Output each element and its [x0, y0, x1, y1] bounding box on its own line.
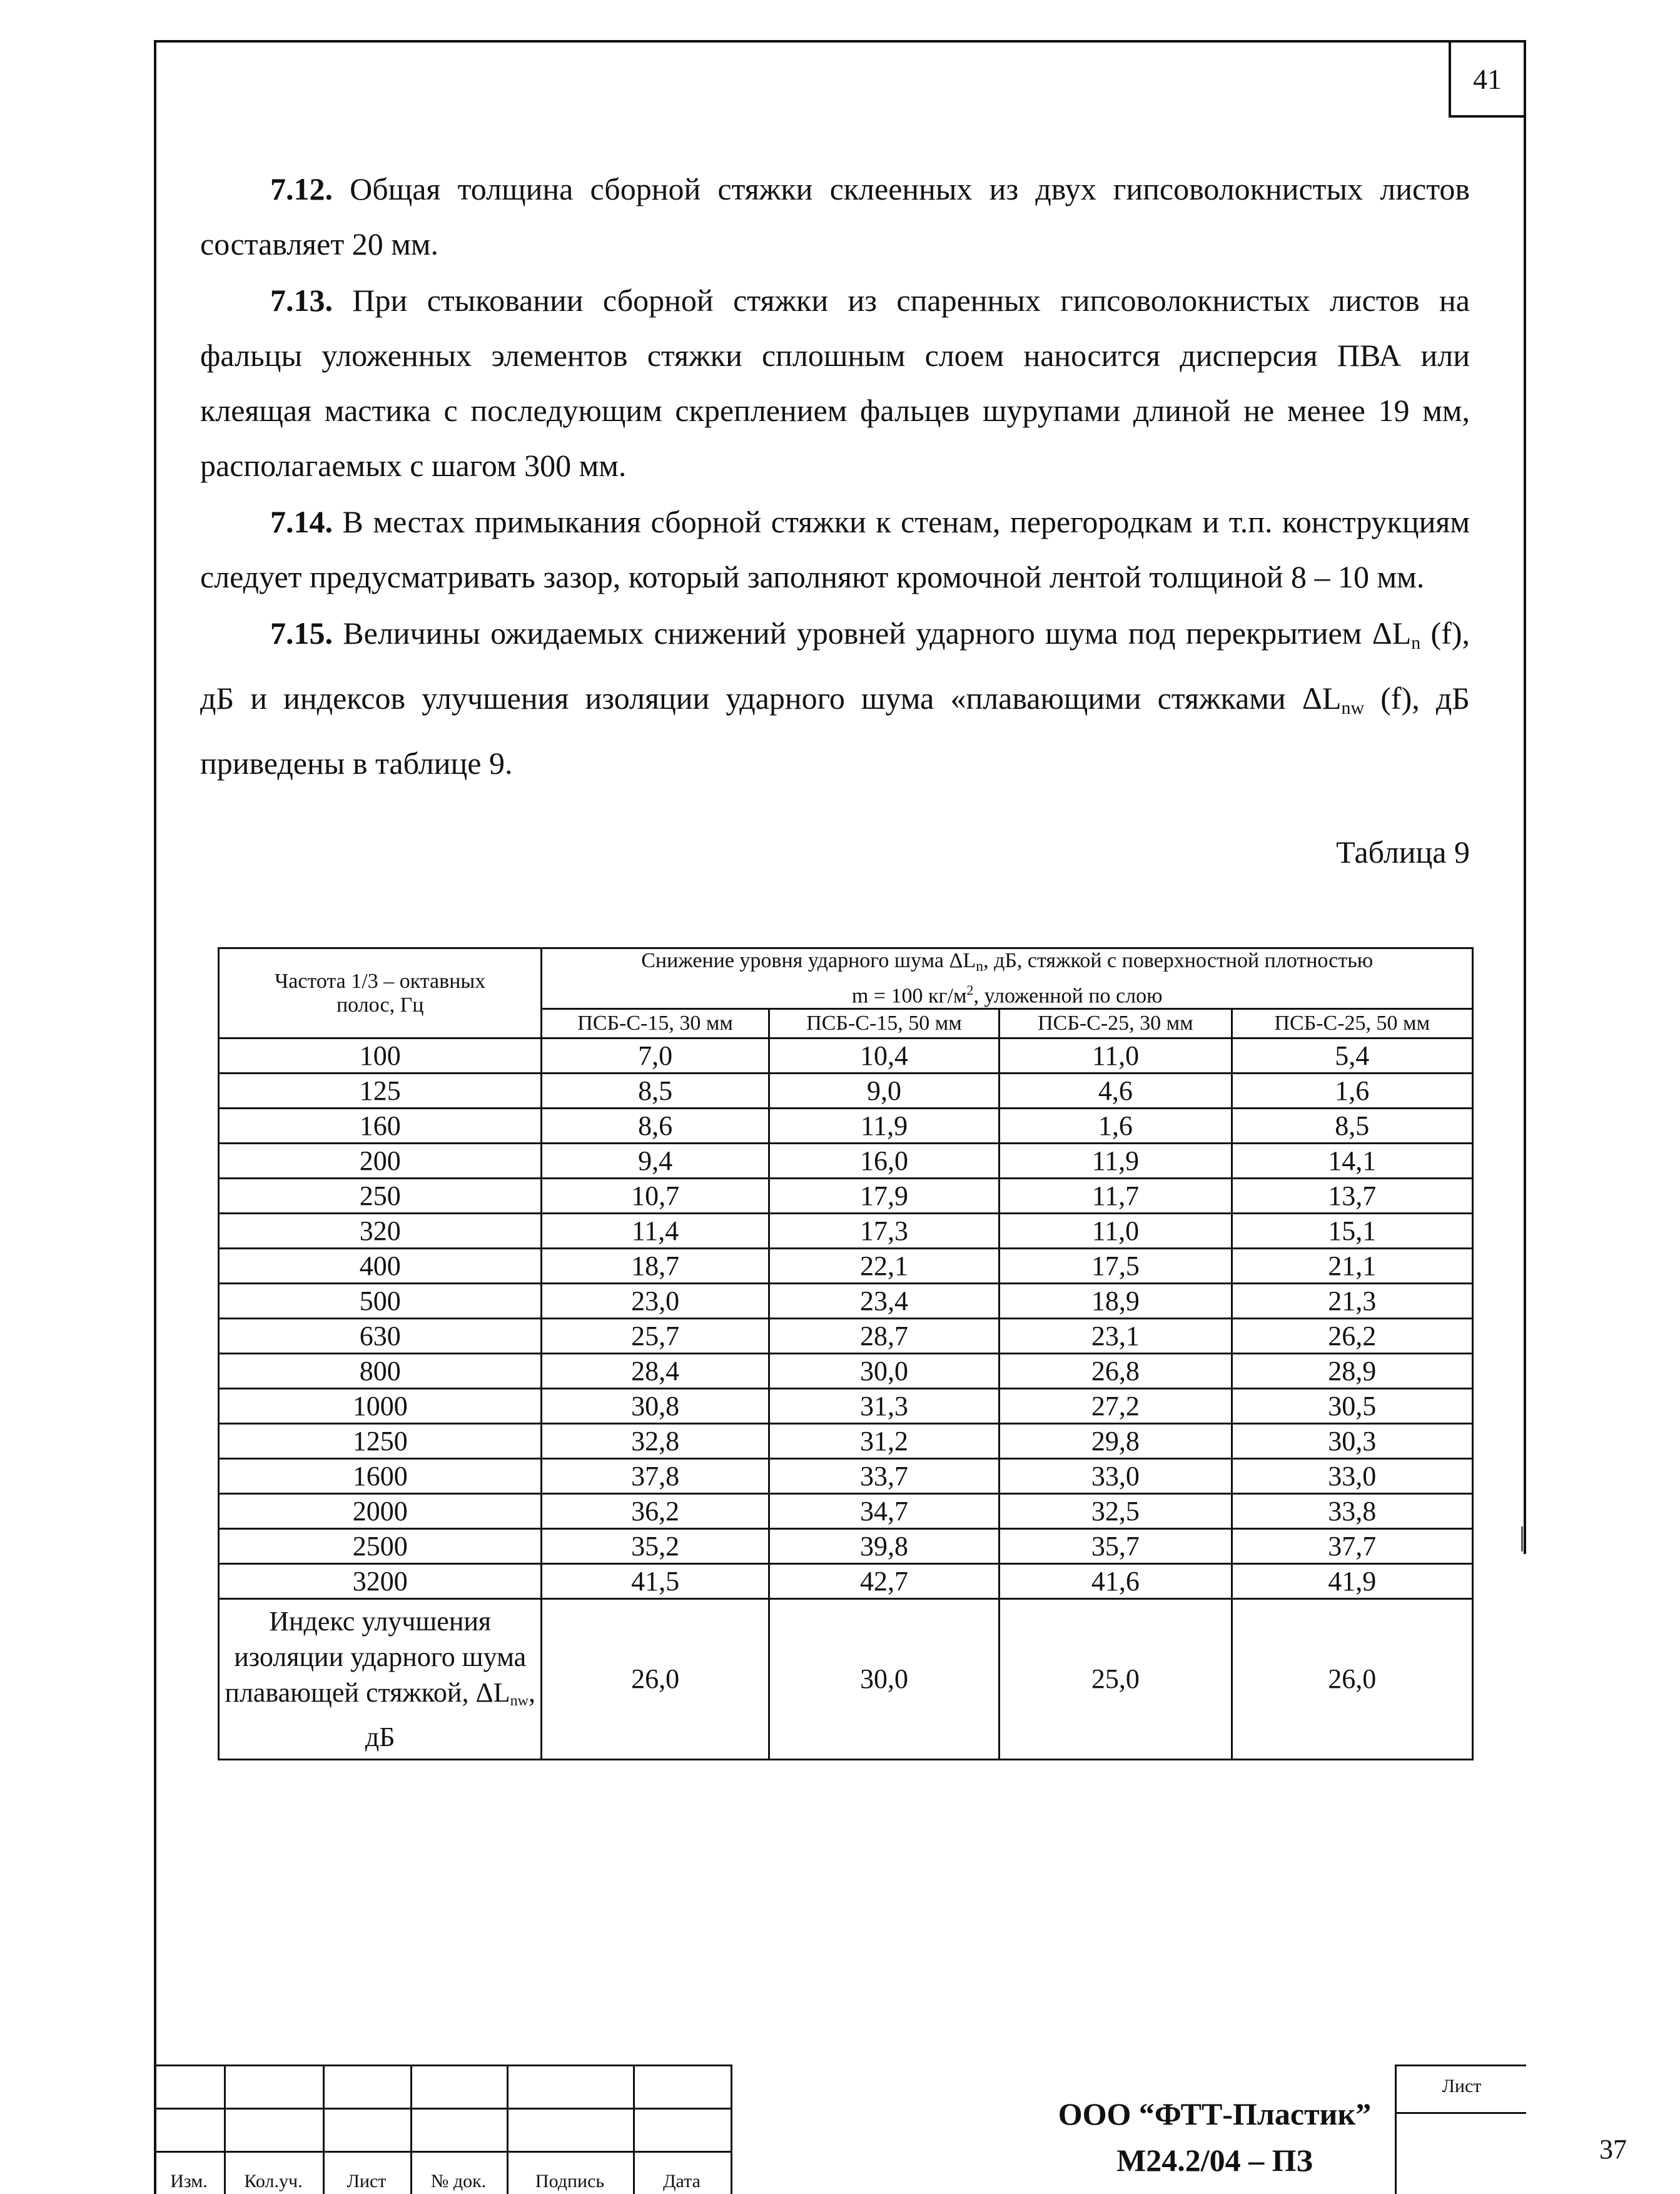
frequency-cell: 100 — [219, 1039, 542, 1074]
value-cell: 8,6 — [542, 1109, 769, 1144]
table-row — [219, 1179, 1473, 1214]
paragraph-7-15 — [200, 606, 1470, 791]
value-cell: 27,2 — [999, 1389, 1232, 1424]
table-row — [219, 1074, 1473, 1109]
value-cell: 31,3 — [769, 1389, 999, 1424]
paragraph-text: В местах примыкания сборной стяжки к стенам, перегородкам и т.п. конструкциям следует предусматривать зазор, который заполняют кромочной лентой толщиной 8 – 10 мм. — [200, 504, 1470, 594]
organization-name: ООО “ФТТ-Пластик” — [1058, 2096, 1372, 2131]
value-cell: 4,6 — [999, 1074, 1232, 1109]
frequency-cell: 400 — [219, 1249, 542, 1284]
frequency-cell: 800 — [219, 1354, 542, 1389]
table-row — [219, 1564, 1473, 1599]
value-cell: 41,9 — [1232, 1564, 1472, 1599]
frequency-cell: 3200 — [219, 1564, 542, 1599]
table-row — [219, 1459, 1473, 1494]
value-cell: 33,8 — [1232, 1494, 1472, 1529]
value-cell: 1,6 — [1232, 1074, 1472, 1109]
subscript: n — [976, 958, 984, 975]
frequency-cell: 125 — [219, 1074, 542, 1109]
frequency-cell: 2500 — [219, 1529, 542, 1564]
value-cell: 36,2 — [542, 1494, 769, 1529]
frequency-column-header: Частота 1/3 – октавных полос, Гц — [219, 948, 542, 1039]
frequency-cell: 1250 — [219, 1424, 542, 1459]
index-label-text: Индекс улучшения изоляции ударного шума плавающей стяжкой, ΔL — [225, 1606, 527, 1709]
value-cell: 21,3 — [1232, 1284, 1472, 1319]
value-cell: 33,0 — [999, 1459, 1232, 1494]
value-cell: 9,0 — [769, 1074, 999, 1109]
value-cell: 28,9 — [1232, 1354, 1472, 1389]
value-cell: 26,2 — [1232, 1319, 1472, 1354]
table-row — [219, 1424, 1473, 1459]
value-cell: 11,9 — [769, 1109, 999, 1144]
stamp-line — [731, 2064, 732, 2194]
header-text: , дБ, стяжкой с поверхностной плотностью — [983, 949, 1374, 972]
paragraph-number: 7.14. — [270, 504, 333, 539]
value-cell: 8,5 — [542, 1074, 769, 1109]
value-cell: 26,8 — [999, 1354, 1232, 1389]
sheet-number: 37 — [1599, 2134, 1627, 2165]
superscript: 2 — [966, 982, 974, 998]
index-label — [219, 1599, 542, 1760]
value-cell: 17,3 — [769, 1214, 999, 1249]
value-cell: 11,0 — [999, 1039, 1232, 1074]
index-value: 25,0 — [999, 1599, 1232, 1760]
value-cell: 8,5 — [1232, 1109, 1472, 1144]
value-cell: 7,0 — [542, 1039, 769, 1074]
value-cell: 39,8 — [769, 1529, 999, 1564]
frame-top-border — [154, 40, 1526, 43]
frequency-cell: 1000 — [219, 1389, 542, 1424]
title-block — [154, 2064, 1627, 2194]
value-cell: 9,4 — [542, 1144, 769, 1179]
value-cell: 16,0 — [769, 1144, 999, 1179]
value-cell: 17,5 — [999, 1249, 1232, 1284]
value-cell: 13,7 — [1232, 1179, 1472, 1214]
frequency-cell: 160 — [219, 1109, 542, 1144]
value-cell: 21,1 — [1232, 1249, 1472, 1284]
frequency-cell: 250 — [219, 1179, 542, 1214]
value-cell: 31,2 — [769, 1424, 999, 1459]
frequency-cell: 200 — [219, 1144, 542, 1179]
value-cell: 37,8 — [542, 1459, 769, 1494]
page-number: 41 — [1449, 40, 1526, 118]
frame-right-border — [1524, 40, 1526, 1554]
table-row — [219, 1389, 1473, 1424]
table-row — [219, 1494, 1473, 1529]
value-cell: 11,9 — [999, 1144, 1232, 1179]
header-text: m = 100 кг/м — [851, 984, 967, 1008]
table-row — [219, 1249, 1473, 1284]
stamp-line — [154, 2151, 731, 2153]
value-cell: 28,4 — [542, 1354, 769, 1389]
subscript: nw — [1341, 698, 1365, 718]
column-header: ПСБ-С-25, 50 мм — [1232, 1009, 1472, 1039]
paragraph-text: (f), дБ приведены в таблице 9. — [200, 681, 1470, 781]
value-cell: 23,0 — [542, 1284, 769, 1319]
table-row — [219, 1214, 1473, 1249]
value-cell: 18,7 — [542, 1249, 769, 1284]
value-cell: 41,6 — [999, 1564, 1232, 1599]
table-row — [219, 1529, 1473, 1564]
column-header: ПСБ-С-15, 30 мм — [542, 1009, 769, 1039]
column-header: ПСБ-С-25, 30 мм — [999, 1009, 1232, 1039]
header-text: , уложенной по слою — [973, 984, 1163, 1008]
value-cell: 30,5 — [1232, 1389, 1472, 1424]
value-cell: 23,1 — [999, 1319, 1232, 1354]
value-cell: 15,1 — [1232, 1214, 1472, 1249]
group-column-header — [542, 948, 1473, 1009]
value-cell: 30,0 — [769, 1354, 999, 1389]
stamp-col-label: Кол.уч. — [244, 2171, 303, 2191]
frequency-cell: 500 — [219, 1284, 542, 1319]
value-cell: 10,4 — [769, 1039, 999, 1074]
value-cell: 35,2 — [542, 1529, 769, 1564]
value-cell: 29,8 — [999, 1424, 1232, 1459]
document-code: М24.2/04 – ПЗ — [1116, 2143, 1313, 2178]
column-header: ПСБ-С-15, 50 мм — [769, 1009, 999, 1039]
subscript: n — [1411, 632, 1421, 653]
value-cell: 42,7 — [769, 1564, 999, 1599]
value-cell: 1,6 — [999, 1109, 1232, 1144]
index-value: 26,0 — [542, 1599, 769, 1760]
frequency-cell: 1600 — [219, 1459, 542, 1494]
value-cell: 22,1 — [769, 1249, 999, 1284]
frequency-cell: 320 — [219, 1214, 542, 1249]
paragraph-number: 7.15. — [270, 616, 333, 651]
paragraph-7-13 — [200, 273, 1470, 493]
value-cell: 11,7 — [999, 1179, 1232, 1214]
stamp-line — [154, 2064, 731, 2066]
paragraph-7-14 — [200, 494, 1470, 604]
stamp-col-label: Дата — [663, 2171, 701, 2191]
header-text: Снижение уровня ударного шума ΔL — [641, 949, 976, 972]
value-cell: 37,7 — [1232, 1529, 1472, 1564]
value-cell: 11,4 — [542, 1214, 769, 1249]
value-cell: 35,7 — [999, 1529, 1232, 1564]
paragraph-text: При стыковании сборной стяжки из спаренных гипсоволокнистых листов на фальцы уложенных элементов стяжки сплошным слоем наносится дисперсия ПВА или клеящая мастика с последующим скреплением фальцев шурупами длиной не менее 19 мм, располагаемых с шагом 300 мм. — [200, 283, 1470, 483]
table-caption: Таблица 9 — [1336, 835, 1470, 870]
value-cell: 18,9 — [999, 1284, 1232, 1319]
value-cell: 32,5 — [999, 1494, 1232, 1529]
index-value: 26,0 — [1232, 1599, 1472, 1760]
paragraph-text: Величины ожидаемых снижений уровней ударного шума под перекрытием ΔL — [333, 616, 1412, 651]
index-row — [219, 1599, 1473, 1760]
stamp-line — [154, 2108, 731, 2110]
subscript: nw — [510, 1693, 529, 1710]
index-label-text: , дБ — [365, 1677, 535, 1753]
table-row — [219, 1319, 1473, 1354]
value-cell: 32,8 — [542, 1424, 769, 1459]
value-cell: 17,9 — [769, 1179, 999, 1214]
value-cell: 30,3 — [1232, 1424, 1472, 1459]
paragraph-text: (f), дБ и индексов улучшения изоляции ударного шума «плавающими стяжками ΔL — [200, 616, 1470, 716]
table-row — [219, 1144, 1473, 1179]
table-row — [219, 1284, 1473, 1319]
value-cell: 30,8 — [542, 1389, 769, 1424]
paragraph-number: 7.12. — [270, 171, 333, 206]
edge-mark — [1521, 1526, 1523, 1552]
value-cell: 23,4 — [769, 1284, 999, 1319]
frequency-cell: 2000 — [219, 1494, 542, 1529]
paragraph-text: Общая толщина сборной стяжки склеенных из двух гипсоволокнистых листов составляет 20 мм. — [200, 171, 1470, 262]
stamp-col-label: Изм. — [170, 2171, 208, 2191]
value-cell: 34,7 — [769, 1494, 999, 1529]
index-value: 30,0 — [769, 1599, 999, 1760]
table-row — [219, 1354, 1473, 1389]
sheet-label: Лист — [1442, 2076, 1482, 2096]
value-cell: 33,7 — [769, 1459, 999, 1494]
value-cell: 28,7 — [769, 1319, 999, 1354]
table-header-row — [219, 948, 1473, 1009]
stamp-line — [1395, 2064, 1526, 2066]
paragraph-number: 7.13. — [270, 283, 333, 318]
table-body — [219, 948, 1473, 1760]
paragraph-7-12 — [200, 161, 1470, 272]
data-table — [218, 947, 1474, 1760]
frequency-cell: 630 — [219, 1319, 542, 1354]
value-cell: 41,5 — [542, 1564, 769, 1599]
table-row — [219, 1109, 1473, 1144]
body-text — [200, 161, 1470, 792]
stamp-col-label: Подпись — [535, 2171, 605, 2191]
value-cell: 5,4 — [1232, 1039, 1472, 1074]
stamp-col-label: № док. — [430, 2171, 487, 2191]
value-cell: 25,7 — [542, 1319, 769, 1354]
value-cell: 10,7 — [542, 1179, 769, 1214]
value-cell: 14,1 — [1232, 1144, 1472, 1179]
value-cell: 33,0 — [1232, 1459, 1472, 1494]
value-cell: 11,0 — [999, 1214, 1232, 1249]
table-row — [219, 1039, 1473, 1074]
stamp-col-label: Лист — [347, 2171, 387, 2191]
frame-left-border — [154, 40, 156, 2194]
